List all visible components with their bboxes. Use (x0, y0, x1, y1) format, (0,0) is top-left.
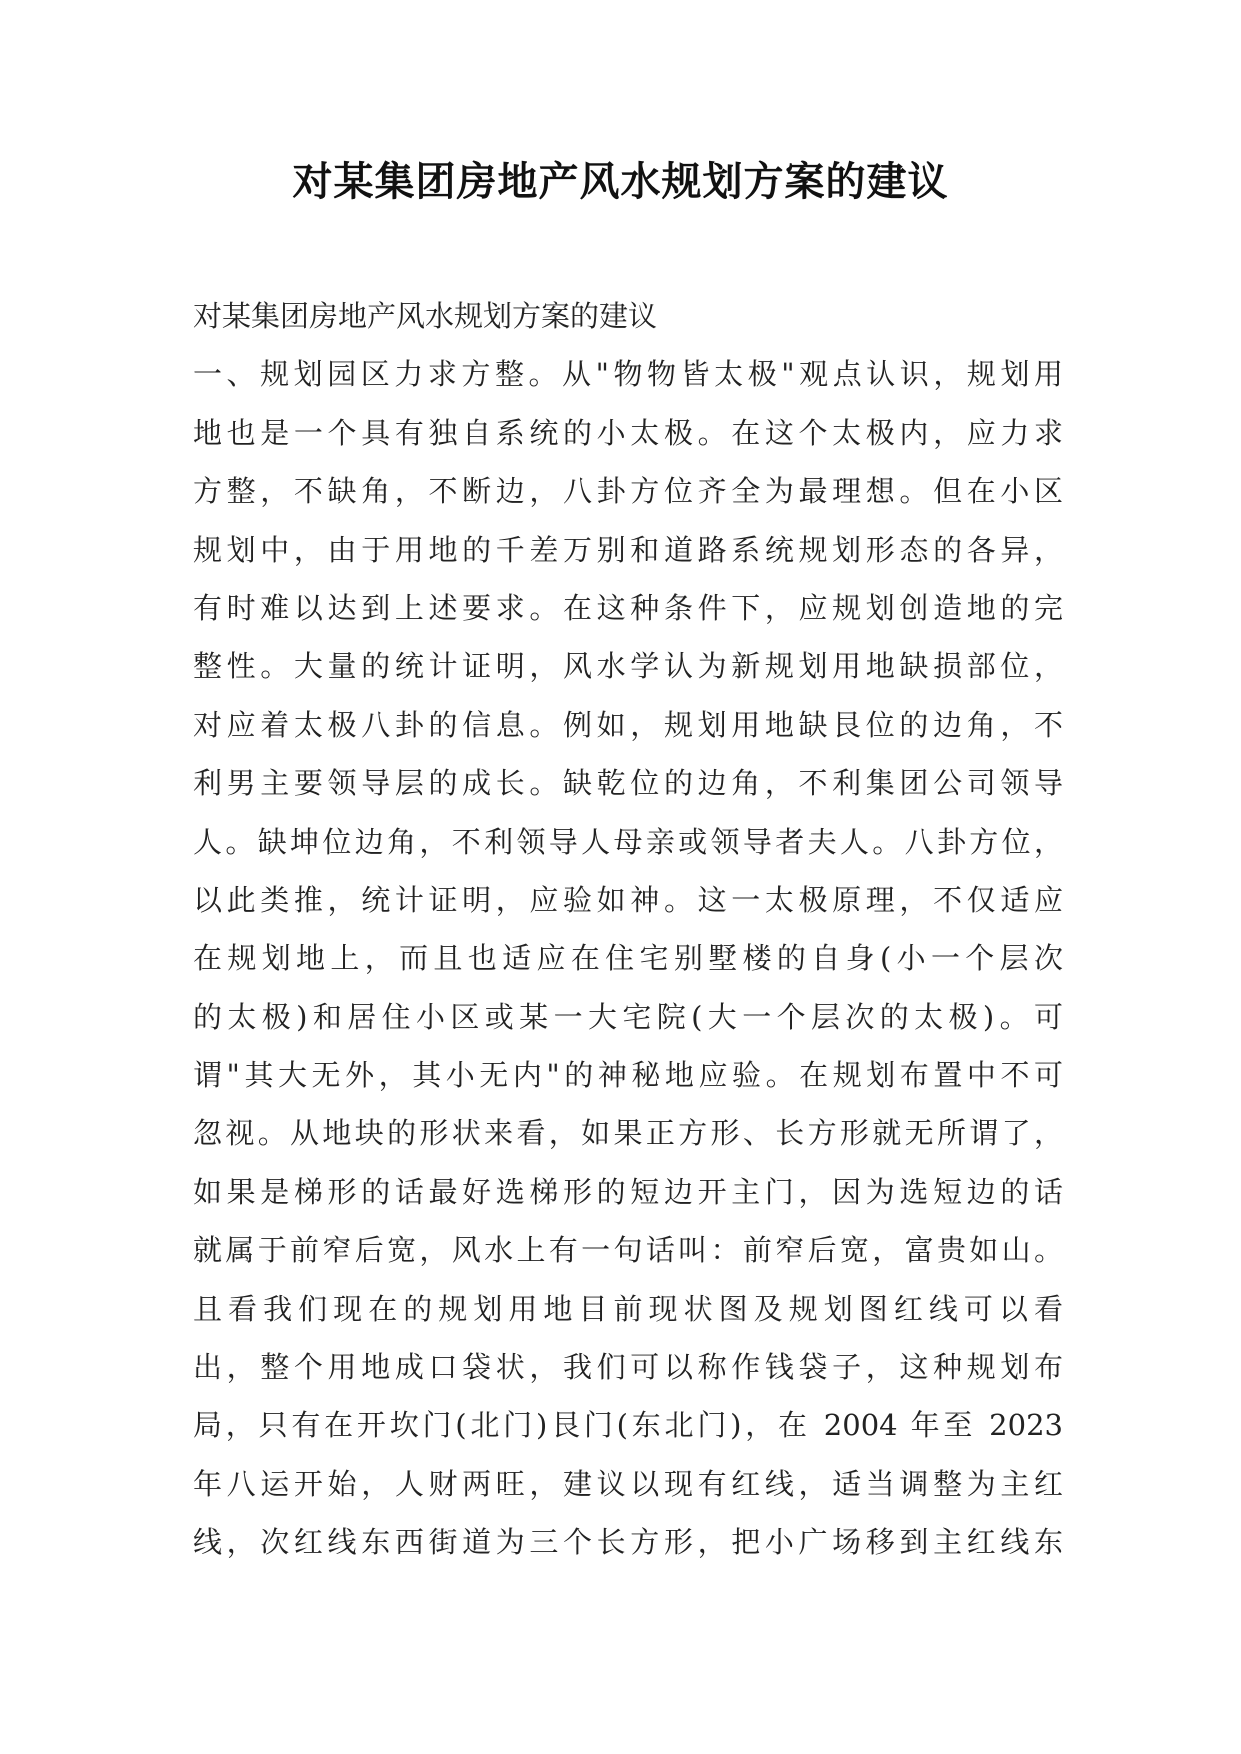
body-line: 有时难以达到上述要求。在这种条件下，应规划创造地的完 (193, 590, 1063, 625)
body-line: 年八运开始，人财两旺，建议以现有红线，适当调整为主红 (193, 1466, 1063, 1501)
body-line: 就属于前窄后宽，风水上有一句话叫：前窄后宽，富贵如山。 (193, 1233, 1063, 1268)
document-title: 对某集团房地产风水规划方案的建议 (292, 158, 949, 205)
body-line: 出，整个用地成口袋状，我们可以称作钱袋子，这种规划布 (193, 1350, 1063, 1385)
body-line: 人。缺坤位边角，不利领导人母亲或领导者夫人。八卦方位， (193, 824, 1063, 859)
document-body (193, 287, 1063, 1572)
body-line-heading: 对某集团房地产风水规划方案的建议 (193, 299, 658, 333)
body-line: 以此类推，统计证明，应验如神。这一太极原理，不仅适应 (193, 882, 1063, 917)
body-line: 方整，不缺角，不断边，八卦方位齐全为最理想。但在小区 (193, 474, 1063, 509)
body-line: 的太极)和居住小区或某一大宅院(大一个层次的太极)。可 (193, 999, 1063, 1034)
body-line: 线，次红线东西街道为三个长方形，把小广场移到主红线东 (193, 1525, 1063, 1560)
body-line: 且看我们现在的规划用地目前现状图及规划图红线可以看 (193, 1291, 1063, 1326)
body-line: 一、规划园区力求方整。从"物物皆太极"观点认识，规划用 (193, 357, 1063, 392)
body-line: 地也是一个具有独自系统的小太极。在这个太极内，应力求 (193, 415, 1063, 450)
body-line: 局，只有在开坎门(北门)艮门(东北门)，在 2004 年至 2023 (193, 1408, 1063, 1443)
body-line: 谓"其大无外，其小无内"的神秘地应验。在规划布置中不可 (193, 1058, 1063, 1093)
body-line: 利男主要领导层的成长。缺乾位的边角，不利集团公司领导 (193, 766, 1063, 801)
body-line: 忽视。从地块的形状来看，如果正方形、长方形就无所谓了， (193, 1116, 1063, 1151)
body-line: 如果是梯形的话最好选梯形的短边开主门，因为选短边的话 (193, 1174, 1063, 1209)
body-line: 整性。大量的统计证明，风水学认为新规划用地缺损部位， (193, 649, 1063, 684)
body-line: 规划中，由于用地的千差万别和道路系统规划形态的各异， (193, 532, 1063, 567)
body-line: 在规划地上，而且也适应在住宅别墅楼的自身(小一个层次 (193, 941, 1063, 976)
body-line: 对应着太极八卦的信息。例如，规划用地缺艮位的边角，不 (193, 707, 1063, 742)
